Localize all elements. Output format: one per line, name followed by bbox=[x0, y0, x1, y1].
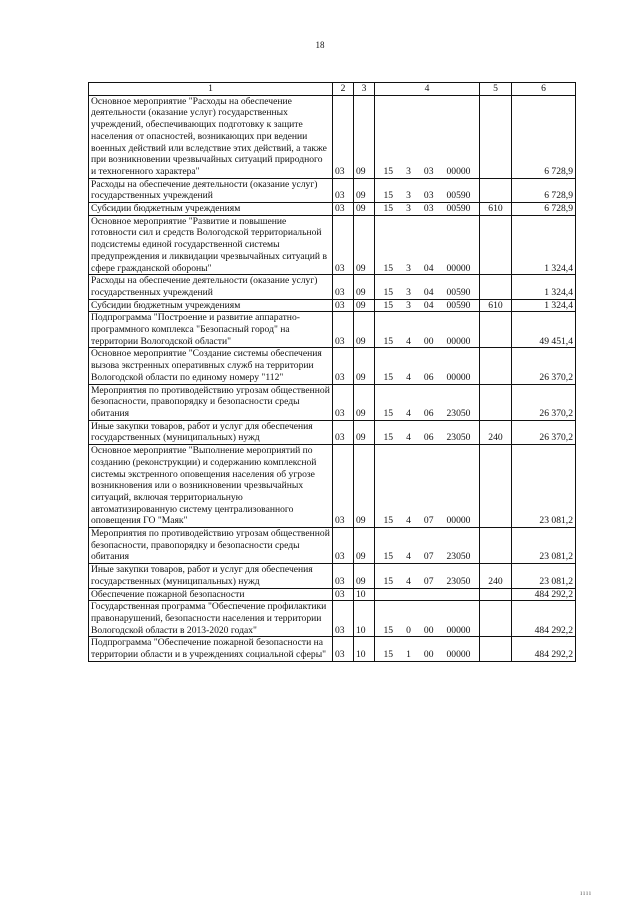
row-name: Государственная программа "Обеспечение профилактики правонарушений, безопасности населения и территории Вологодской области в 2013-2020 годах" bbox=[89, 601, 333, 637]
target-article-part: 00590 bbox=[446, 203, 471, 215]
target-article-part: 15 bbox=[383, 190, 394, 202]
row-expense-type-code bbox=[480, 215, 512, 275]
row-section-code: 03 bbox=[333, 275, 354, 299]
target-article-part: 15 bbox=[383, 203, 394, 215]
column-header: 4 bbox=[375, 83, 480, 96]
target-article-part: 00000 bbox=[446, 335, 471, 347]
row-section-code: 03 bbox=[333, 203, 354, 216]
column-header: 3 bbox=[354, 83, 375, 96]
target-article-part: 00000 bbox=[446, 371, 471, 383]
row-name: Основное мероприятие "Выполнение мероприятий по созданию (реконструкции) и содержанию комплексной системы экстренного оповещения населения об угрозе возникновения или о возникновении чрезвычайных ситуаций, включая территориальную автоматизированную систему централизованного оповещения ГО "Маяк" bbox=[89, 445, 333, 528]
table-row bbox=[89, 312, 576, 348]
target-article-part: 15 bbox=[383, 165, 394, 177]
target-article-parts bbox=[377, 190, 477, 202]
row-expense-type-code bbox=[480, 588, 512, 601]
target-article-part: 00000 bbox=[446, 262, 471, 274]
row-amount: 23 081,2 bbox=[512, 528, 576, 564]
target-article-part: 4 bbox=[406, 335, 411, 347]
row-name: Расходы на обеспечение деятельности (оказание услуг) государственных учреждений bbox=[89, 178, 333, 202]
target-article-part: 15 bbox=[383, 262, 394, 274]
row-name: Подпрограмма "Построение и развитие аппаратно-программного комплекса "Безопасный город" на территории Вологодской области" bbox=[89, 312, 333, 348]
row-amount: 26 370,2 bbox=[512, 384, 576, 420]
column-header: 2 bbox=[333, 83, 354, 96]
table-row bbox=[89, 588, 576, 601]
row-section-code: 03 bbox=[333, 299, 354, 312]
row-target-article-code bbox=[375, 384, 480, 420]
row-section-code: 03 bbox=[333, 348, 354, 384]
row-subsection-code: 09 bbox=[354, 564, 375, 588]
budget-table bbox=[88, 82, 576, 662]
column-header: 6 bbox=[512, 83, 576, 96]
row-amount: 484 292,2 bbox=[512, 601, 576, 637]
target-article-part: 15 bbox=[383, 515, 394, 527]
target-article-parts bbox=[377, 625, 477, 637]
column-header: 5 bbox=[480, 83, 512, 96]
target-article-parts bbox=[377, 432, 477, 444]
row-subsection-code: 09 bbox=[354, 420, 375, 444]
row-section-code: 03 bbox=[333, 178, 354, 202]
target-article-part: 15 bbox=[383, 575, 394, 587]
row-expense-type-code bbox=[480, 312, 512, 348]
row-subsection-code: 09 bbox=[354, 384, 375, 420]
row-target-article-code bbox=[375, 637, 480, 661]
target-article-parts bbox=[377, 372, 477, 384]
target-article-part: 15 bbox=[383, 299, 394, 311]
row-section-code: 03 bbox=[333, 528, 354, 564]
target-article-parts bbox=[377, 336, 477, 348]
target-article-part: 06 bbox=[423, 432, 434, 444]
row-amount: 484 292,2 bbox=[512, 588, 576, 601]
row-target-article-code bbox=[375, 275, 480, 299]
target-article-part: 04 bbox=[423, 299, 434, 311]
row-name: Субсидии бюджетным учреждениям bbox=[89, 203, 333, 216]
target-article-part: 03 bbox=[423, 190, 434, 202]
target-article-part: 07 bbox=[423, 515, 434, 527]
table-row bbox=[89, 95, 576, 178]
row-target-article-code bbox=[375, 601, 480, 637]
target-article-part: 06 bbox=[423, 407, 434, 419]
table-row bbox=[89, 384, 576, 420]
target-article-part: 23050 bbox=[446, 551, 471, 563]
target-article-part: 15 bbox=[383, 335, 394, 347]
table-body bbox=[89, 95, 576, 661]
row-target-article-code bbox=[375, 588, 480, 601]
target-article-part: 3 bbox=[406, 190, 411, 202]
row-subsection-code: 09 bbox=[354, 348, 375, 384]
row-expense-type-code bbox=[480, 637, 512, 661]
target-article-part: 3 bbox=[406, 299, 411, 311]
row-expense-type-code bbox=[480, 601, 512, 637]
row-expense-type-code bbox=[480, 445, 512, 528]
row-amount: 26 370,2 bbox=[512, 348, 576, 384]
row-target-article-code bbox=[375, 348, 480, 384]
target-article-part: 0 bbox=[406, 624, 411, 636]
target-article-parts bbox=[377, 515, 477, 527]
target-article-part: 04 bbox=[423, 262, 434, 274]
row-target-article-code bbox=[375, 203, 480, 216]
target-article-part: 04 bbox=[423, 286, 434, 298]
table-row bbox=[89, 420, 576, 444]
target-article-part: 23050 bbox=[446, 432, 471, 444]
target-article-part: 4 bbox=[406, 407, 411, 419]
row-expense-type-code bbox=[480, 95, 512, 178]
target-article-part: 15 bbox=[383, 551, 394, 563]
row-target-article-code bbox=[375, 178, 480, 202]
target-article-part: 00000 bbox=[446, 165, 471, 177]
page-number: 18 bbox=[315, 40, 325, 50]
row-section-code: 03 bbox=[333, 637, 354, 661]
row-section-code: 03 bbox=[333, 384, 354, 420]
row-subsection-code: 10 bbox=[354, 588, 375, 601]
target-article-parts bbox=[377, 166, 477, 178]
target-article-part: 23050 bbox=[446, 407, 471, 419]
row-name: Иные закупки товаров, работ и услуг для обеспечения государственных (муниципальных) нужд bbox=[89, 564, 333, 588]
row-section-code: 03 bbox=[333, 445, 354, 528]
target-article-part: 4 bbox=[406, 575, 411, 587]
table-header-row bbox=[89, 83, 576, 96]
row-name: Мероприятия по противодействию угрозам общественной безопасности, правопорядку и безопасности среды обитания bbox=[89, 384, 333, 420]
row-subsection-code: 09 bbox=[354, 312, 375, 348]
row-amount: 49 451,4 bbox=[512, 312, 576, 348]
row-expense-type-code: 240 bbox=[480, 564, 512, 588]
target-article-parts bbox=[377, 203, 477, 215]
table-row bbox=[89, 528, 576, 564]
target-article-part: 4 bbox=[406, 371, 411, 383]
target-article-part: 4 bbox=[406, 515, 411, 527]
row-amount: 484 292,2 bbox=[512, 637, 576, 661]
row-amount: 6 728,9 bbox=[512, 95, 576, 178]
target-article-part: 15 bbox=[383, 371, 394, 383]
row-amount: 6 728,9 bbox=[512, 203, 576, 216]
target-article-part: 00 bbox=[423, 624, 434, 636]
row-section-code: 03 bbox=[333, 95, 354, 178]
target-article-part: 4 bbox=[406, 551, 411, 563]
target-article-parts bbox=[377, 287, 477, 299]
row-amount: 1 324,4 bbox=[512, 215, 576, 275]
target-article-parts bbox=[377, 300, 477, 312]
row-target-article-code bbox=[375, 312, 480, 348]
row-name: Обеспечение пожарной безопасности bbox=[89, 588, 333, 601]
target-article-part: 00590 bbox=[446, 286, 471, 298]
table-row bbox=[89, 203, 576, 216]
row-name: Основное мероприятие "Расходы на обеспечение деятельности (оказание услуг) государственных учреждений, обеспечивающих подготовку к защите населения от опасностей, возникающих при ведении военных действий или вследствие этих действий, а также при возникновении чрезвычайных ситуаций природного и техногенного характера" bbox=[89, 95, 333, 178]
row-name: Основное мероприятие "Создание системы обеспечения вызова экстренных оперативных служб на территории Вологодской области по единому номеру "112" bbox=[89, 348, 333, 384]
row-name: Субсидии бюджетным учреждениям bbox=[89, 299, 333, 312]
table-row bbox=[89, 637, 576, 661]
row-amount: 23 081,2 bbox=[512, 564, 576, 588]
row-expense-type-code bbox=[480, 348, 512, 384]
row-section-code: 03 bbox=[333, 312, 354, 348]
target-article-part: 03 bbox=[423, 165, 434, 177]
target-article-part: 15 bbox=[383, 432, 394, 444]
row-target-article-code bbox=[375, 564, 480, 588]
row-subsection-code: 09 bbox=[354, 275, 375, 299]
row-subsection-code: 09 bbox=[354, 203, 375, 216]
row-target-article-code bbox=[375, 528, 480, 564]
row-target-article-code bbox=[375, 299, 480, 312]
row-expense-type-code bbox=[480, 275, 512, 299]
row-name: Расходы на обеспечение деятельности (оказание услуг) государственных учреждений bbox=[89, 275, 333, 299]
target-article-part: 00000 bbox=[446, 649, 471, 661]
row-target-article-code bbox=[375, 420, 480, 444]
table-row bbox=[89, 445, 576, 528]
row-subsection-code: 09 bbox=[354, 215, 375, 275]
row-name: Подпрограмма "Обеспечение пожарной безопасности на территории области и в учреждениях социальной сферы" bbox=[89, 637, 333, 661]
row-target-article-code bbox=[375, 445, 480, 528]
row-amount: 26 370,2 bbox=[512, 420, 576, 444]
row-target-article-code bbox=[375, 215, 480, 275]
target-article-part: 3 bbox=[406, 203, 411, 215]
column-header: 1 bbox=[89, 83, 333, 96]
row-section-code: 03 bbox=[333, 420, 354, 444]
row-expense-type-code bbox=[480, 178, 512, 202]
target-article-parts bbox=[377, 551, 477, 563]
target-article-parts bbox=[377, 263, 477, 275]
target-article-part: 15 bbox=[383, 649, 394, 661]
target-article-part: 00000 bbox=[446, 624, 471, 636]
target-article-part: 15 bbox=[383, 286, 394, 298]
row-amount: 23 081,2 bbox=[512, 445, 576, 528]
row-amount: 6 728,9 bbox=[512, 178, 576, 202]
row-name: Мероприятия по противодействию угрозам общественной безопасности, правопорядку и безопасности среды обитания bbox=[89, 528, 333, 564]
row-amount: 1 324,4 bbox=[512, 299, 576, 312]
target-article-part: 15 bbox=[383, 407, 394, 419]
target-article-part: 3 bbox=[406, 262, 411, 274]
target-article-part: 3 bbox=[406, 286, 411, 298]
target-article-part: 1 bbox=[406, 649, 411, 661]
table-row bbox=[89, 348, 576, 384]
target-article-part: 00 bbox=[423, 649, 434, 661]
row-expense-type-code bbox=[480, 384, 512, 420]
row-subsection-code: 09 bbox=[354, 178, 375, 202]
target-article-parts bbox=[377, 576, 477, 588]
row-subsection-code: 10 bbox=[354, 637, 375, 661]
row-expense-type-code: 240 bbox=[480, 420, 512, 444]
row-section-code: 03 bbox=[333, 564, 354, 588]
row-section-code: 03 bbox=[333, 215, 354, 275]
row-subsection-code: 10 bbox=[354, 601, 375, 637]
row-subsection-code: 09 bbox=[354, 95, 375, 178]
target-article-part: 23050 bbox=[446, 575, 471, 587]
target-article-part: 4 bbox=[406, 432, 411, 444]
table-row bbox=[89, 564, 576, 588]
row-name: Иные закупки товаров, работ и услуг для обеспечения государственных (муниципальных) нужд bbox=[89, 420, 333, 444]
target-article-part: 07 bbox=[423, 551, 434, 563]
target-article-part: 06 bbox=[423, 371, 434, 383]
table-row bbox=[89, 178, 576, 202]
target-article-part: 00 bbox=[423, 335, 434, 347]
row-expense-type-code: 610 bbox=[480, 203, 512, 216]
table-row bbox=[89, 215, 576, 275]
row-amount: 1 324,4 bbox=[512, 275, 576, 299]
row-section-code: 03 bbox=[333, 588, 354, 601]
target-article-part: 00590 bbox=[446, 299, 471, 311]
row-expense-type-code bbox=[480, 528, 512, 564]
row-target-article-code bbox=[375, 95, 480, 178]
target-article-part: 3 bbox=[406, 165, 411, 177]
row-subsection-code: 09 bbox=[354, 528, 375, 564]
target-article-part: 00590 bbox=[446, 190, 471, 202]
row-subsection-code: 09 bbox=[354, 445, 375, 528]
target-article-parts bbox=[377, 408, 477, 420]
target-article-part: 03 bbox=[423, 203, 434, 215]
target-article-part: 07 bbox=[423, 575, 434, 587]
target-article-part: 00000 bbox=[446, 515, 471, 527]
row-section-code: 03 bbox=[333, 601, 354, 637]
row-subsection-code: 09 bbox=[354, 299, 375, 312]
corner-mark: ıııı bbox=[580, 889, 592, 897]
row-name: Основное мероприятие "Развитие и повышение готовности сил и средств Вологодской территориальной подсистемы единой государственной системы предупреждения и ликвидации чрезвычайных ситуаций в сфере гражданской обороны" bbox=[89, 215, 333, 275]
table-row bbox=[89, 275, 576, 299]
table-row bbox=[89, 299, 576, 312]
table-row bbox=[89, 601, 576, 637]
target-article-parts bbox=[377, 649, 477, 661]
row-expense-type-code: 610 bbox=[480, 299, 512, 312]
target-article-part: 15 bbox=[383, 624, 394, 636]
